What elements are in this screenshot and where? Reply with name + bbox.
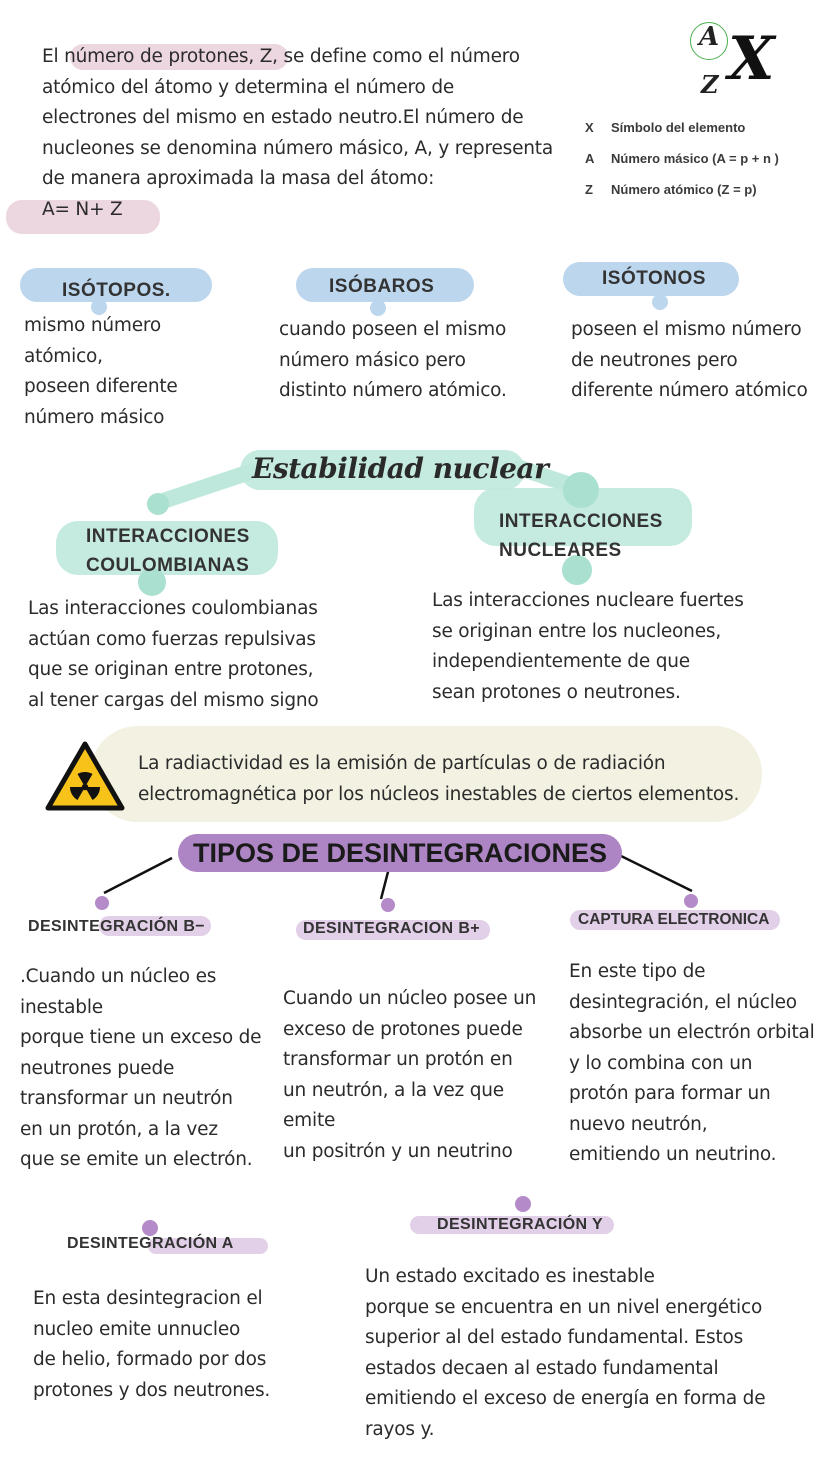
capture-title: CAPTURA ELECTRONICA — [578, 911, 770, 928]
alpha-title: DESINTEGRACIÓN A — [67, 1235, 234, 1252]
capture-text: En este tipo de desintegración, el núcleo absorbe un electrón orbital y lo combina con un protón para formar un nuevo neutrón, emitiendo un neutrino. — [569, 961, 815, 1165]
isotonos-dot — [652, 294, 668, 310]
intro-line: nucleones se denomina número másico, A, y representa — [42, 137, 553, 159]
legend-row: A Número másico (A = p + n ) — [585, 151, 779, 166]
gamma-dot — [515, 1196, 531, 1212]
isobaros-text: cuando poseen el mismo número másico pero distinto número atómico. — [279, 319, 507, 401]
intro-line: electrones del mismo en estado neutro.El número de — [42, 107, 524, 128]
nuclear-node — [563, 472, 599, 508]
isobaros-title: ISÓBAROS — [329, 276, 435, 297]
alpha-text: En esta desintegracion el nucleo emite unnucleo de helio, formado por dos protones y dos neutrones. — [33, 1288, 271, 1401]
legend-row: X Símbolo del elemento — [585, 120, 746, 135]
mass-number-symbol: A — [699, 22, 720, 52]
element-symbol: X — [728, 24, 775, 94]
coulomb-node — [147, 493, 169, 515]
capture-dot — [684, 894, 698, 908]
intro-line: de manera aproximada la masa del átomo: — [42, 168, 435, 189]
intro-line: atómico del átomo y determina el número de — [42, 76, 455, 98]
radioactivity-text: La radiactividad es la emisión de partículas o de radiación electromagnética por los núcleos inestables de ciertos elementos. — [138, 753, 740, 805]
beta-plus-text: Cuando un núcleo posee un exceso de protones puede transformar un protón en un neutrón, a la vez que emite un positrón y un neutrino — [283, 988, 537, 1162]
alpha-dot — [142, 1220, 158, 1236]
beta-plus-title: DESINTEGRACION B+ — [303, 920, 481, 937]
nuclear-text: Las interacciones nucleare fuertes se originan entre los nucleones, independientemente de que sean protones o neutrones. — [432, 590, 744, 703]
radiation-warning-icon — [44, 740, 126, 812]
beta-plus-dot — [381, 898, 395, 912]
isotopos-text: mismo número atómico, poseen diferente número másico — [24, 315, 178, 428]
beta-minus-title: DESINTEGRACIÓN B− — [28, 918, 206, 935]
stability-title: Estabilidad nuclear — [252, 452, 549, 485]
coulomb-title: INTERACCIONES COULOMBIANAS — [86, 526, 250, 576]
isotonos-text: poseen el mismo número de neutrones pero diferente número atómico — [571, 319, 808, 401]
atomic-number-symbol: Z — [701, 70, 719, 99]
isotonos-title: ISÓTONOS — [602, 268, 706, 289]
intro-paragraph — [42, 42, 582, 225]
gamma-text: Un estado excitado es inestable porque se encuentra en un nivel energético superior al del estado fundamental. Estos estados decaen al estado fundamental emitiendo el exceso de energía en forma de rayos y. — [365, 1266, 766, 1440]
beta-minus-text: .Cuando un núcleo es inestable porque tiene un exceso de neutrones puede transformar un neutrón en un protón, a la vez que se emite un electrón. — [20, 966, 262, 1170]
beta-minus-dot — [95, 896, 109, 910]
formula: A= N+ Z — [42, 198, 123, 220]
gamma-title: DESINTEGRACIÓN Y — [437, 1216, 604, 1233]
isobaros-dot — [370, 300, 386, 316]
isotopos-title: ISÓTOPOS. — [62, 280, 171, 301]
decay-title: TIPOS DE DESINTEGRACIONES — [192, 838, 608, 868]
legend-row: Z Número atómico (Z = p) — [585, 182, 757, 197]
intro-line: El número de protones, Z, se define como el número — [42, 46, 520, 67]
nuclear-title: INTERACCIONES NUCLEARES — [499, 511, 663, 561]
coulomb-text: Las interacciones coulombianas actúan como fuerzas repulsivas que se originan entre protones, al tener cargas del mismo signo — [28, 598, 319, 711]
